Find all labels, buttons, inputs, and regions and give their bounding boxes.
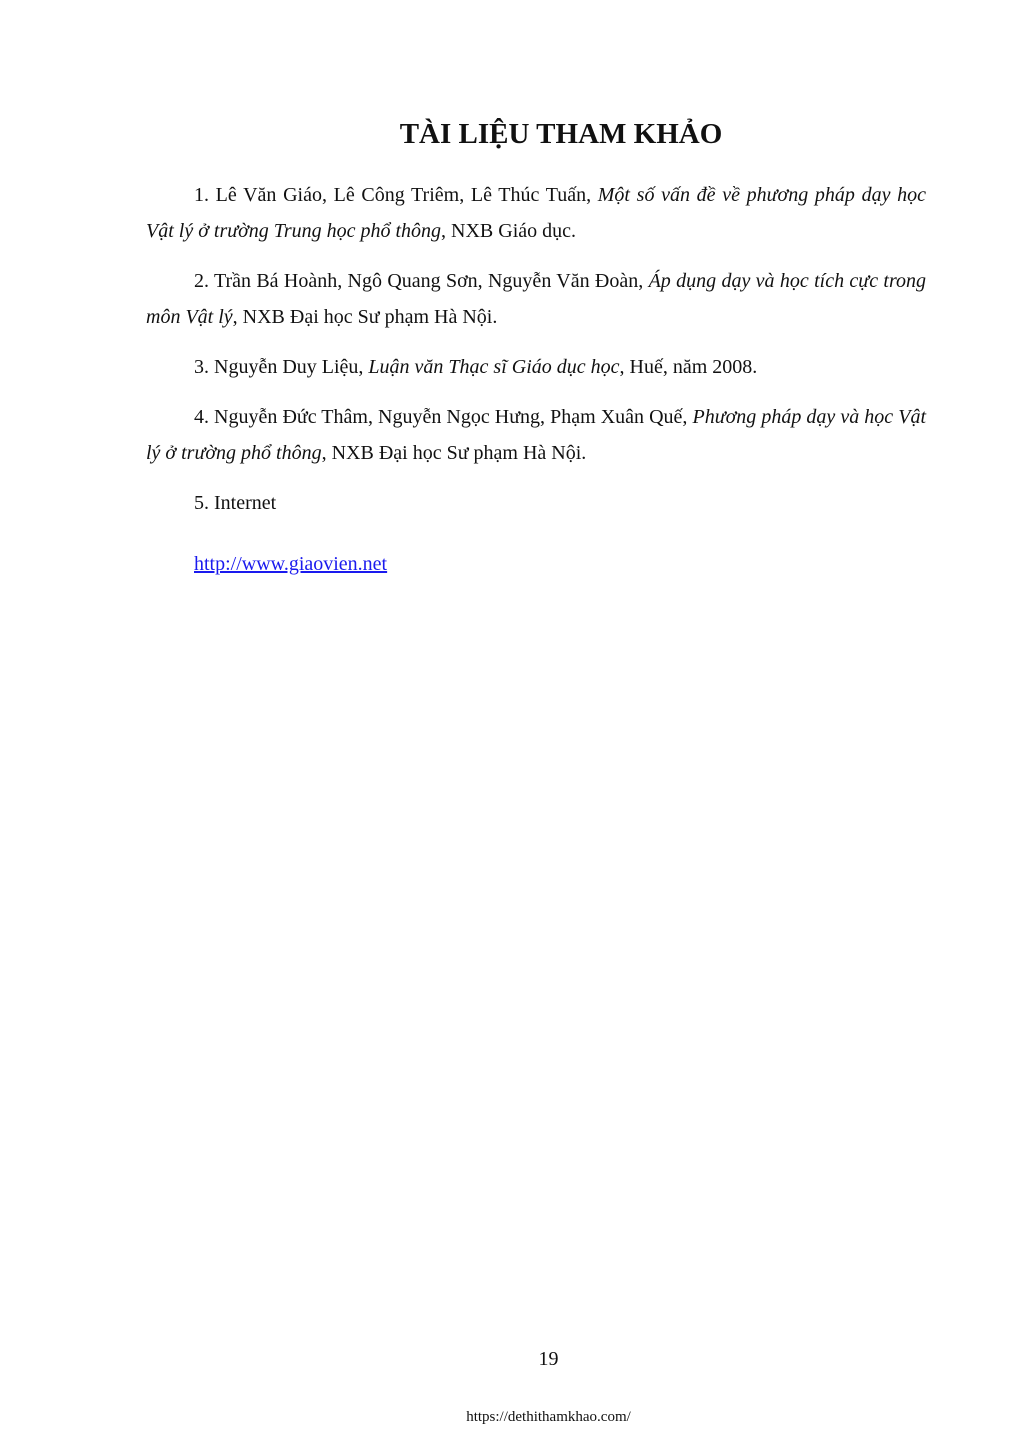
reference-publisher: , NXB Giáo dục. <box>441 220 577 242</box>
reference-title: Phương pháp dạy và học Vật lý ở trường phổ thông <box>146 406 927 464</box>
page-title: TÀI LIỆU THAM KHẢO <box>399 118 723 150</box>
reference-authors: 3. Nguyễn Duy Liệu, <box>194 356 369 378</box>
reference-authors: 4. Nguyễn Đức Thâm, Nguyễn Ngọc Hưng, Phạm Xuân Quế, <box>194 406 693 428</box>
reference-item-1 <box>146 177 926 249</box>
reference-title: Áp dụng dạy và học tích cực trong môn Vật lý <box>146 270 926 328</box>
reference-publisher: , NXB Đại học Sư phạm Hà Nội. <box>232 306 498 328</box>
reference-link[interactable]: http://www.giaovien.net <box>194 553 388 575</box>
reference-item-3 <box>146 349 926 385</box>
reference-authors: 2. Trần Bá Hoành, Ngô Quang Sơn, Nguyễn Văn Đoàn, <box>194 270 649 292</box>
reference-publisher: , Huế, năm 2008. <box>619 356 758 378</box>
reference-item-4 <box>146 399 926 471</box>
reference-list <box>146 177 926 535</box>
reference-authors: 1. Lê Văn Giáo, Lê Công Triêm, Lê Thúc Tuấn, <box>194 184 598 206</box>
reference-title: Luận văn Thạc sĩ Giáo dục học <box>368 356 620 378</box>
page-number: 19 <box>538 1348 559 1370</box>
reference-publisher: , NXB Đại học Sư phạm Hà Nội. <box>321 442 587 464</box>
footer-url: https://dethithamkhao.com/ <box>466 1409 631 1425</box>
reference-label: 5. Internet <box>194 492 277 514</box>
reference-item-2 <box>146 263 926 335</box>
reference-title: Một số vấn đề về phương pháp dạy học Vật lý ở trường Trung học phổ thông <box>146 184 926 242</box>
reference-item-5 <box>146 485 926 521</box>
